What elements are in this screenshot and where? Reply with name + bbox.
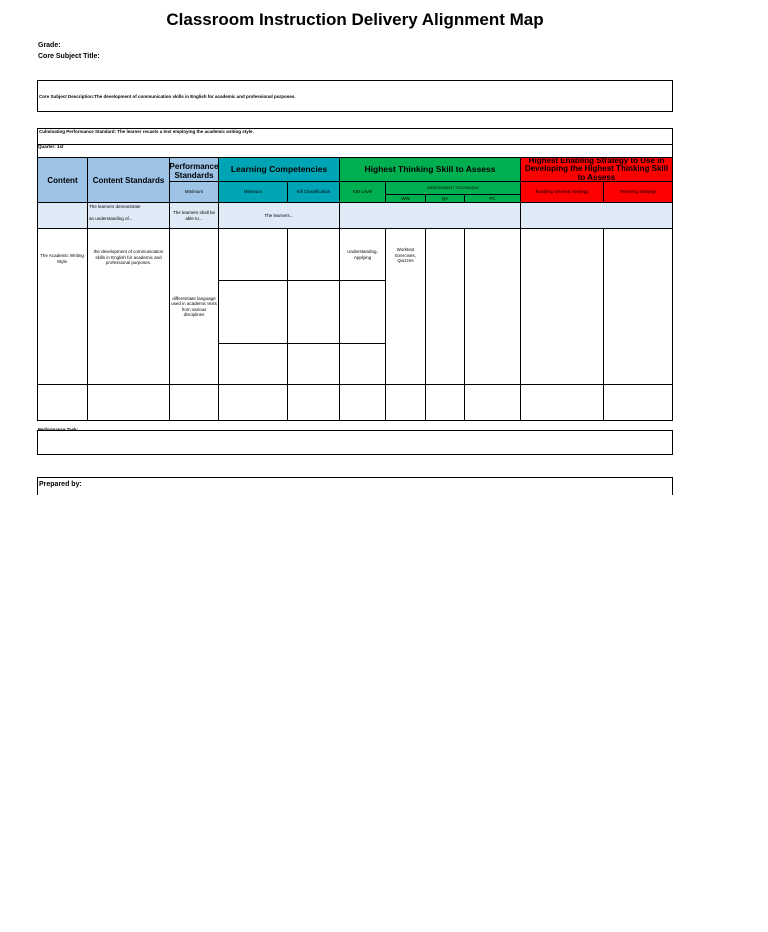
row1-lc-minimum-a bbox=[218, 228, 288, 281]
row2-pc bbox=[464, 384, 521, 421]
intro-content-standards-line2: an understanding of... bbox=[89, 215, 133, 221]
page-title: Classroom Instruction Delivery Alignment Map bbox=[166, 10, 544, 29]
row1-lc-class-b bbox=[287, 280, 340, 344]
row1-teaching-strategy bbox=[603, 228, 673, 385]
intro-learning-competencies: The learners... bbox=[218, 202, 340, 229]
row2-performance-standards bbox=[169, 384, 219, 421]
row2-content-standards bbox=[87, 384, 170, 421]
row1-ww: Worktext Exercises, Quizzes bbox=[385, 228, 426, 385]
row2-lc-minimum bbox=[218, 384, 288, 421]
row1-content-standards: the development of communication skills in English for academic and professional purposes. bbox=[87, 228, 170, 385]
row2-enabling-general-strategy bbox=[520, 384, 604, 421]
core-subject-description-box bbox=[37, 80, 673, 112]
row1-enabling-general-strategy bbox=[520, 228, 604, 385]
row1-kbi-level: Understanding, Applying bbox=[339, 228, 386, 281]
row1-lc-minimum-b bbox=[218, 280, 288, 344]
culminating-standard-box bbox=[37, 128, 673, 145]
subheader-qa: QA bbox=[425, 194, 465, 203]
intro-content-standards-cell bbox=[87, 202, 170, 229]
subheader-teaching-strategy: Teaching Strategy bbox=[603, 181, 673, 203]
header-learning-competencies: Learning Competencies bbox=[218, 157, 340, 182]
row2-content bbox=[37, 384, 88, 421]
intro-content-standards-line1: The learners demonstrate bbox=[89, 204, 141, 209]
row1-kbi-c bbox=[339, 343, 386, 385]
row2-kbi bbox=[339, 384, 386, 421]
subheader-assessment-technique: ASSESSMENT TECHNIQUE bbox=[385, 181, 521, 195]
row1-qa bbox=[425, 228, 465, 385]
header-performance-standards: Performance Standards bbox=[169, 157, 219, 182]
row1-content: The Academic Writing Style bbox=[37, 228, 88, 385]
performance-task-box bbox=[37, 430, 673, 455]
row1-pc bbox=[464, 228, 521, 385]
row1-lc-class-a bbox=[287, 228, 340, 281]
subheader-perf-minimum: Minimum bbox=[169, 181, 219, 203]
prepared-by-box bbox=[37, 477, 673, 495]
subheader-ww: WW bbox=[385, 194, 426, 203]
header-content-standards: Content Standards bbox=[87, 157, 170, 203]
row1-lc-class-c bbox=[287, 343, 340, 385]
performance-task-label: Performance Task: bbox=[38, 427, 79, 432]
subheader-pc: PC bbox=[464, 194, 521, 203]
subheader-kill-classification: Kill Classification bbox=[287, 181, 340, 203]
header-highest-enabling-strategy: Highest Enabling Strategy to Use in Developing the Highest Thinking Skill to Assess bbox=[520, 157, 673, 182]
subheader-kbi-level: KBI Level bbox=[339, 181, 386, 203]
subheader-enabling-general-strategy: Enabling General Strategy bbox=[520, 181, 604, 203]
core-subject-description: Core Subject Description:The development of communication skills in English for academic and professional purposes. bbox=[39, 94, 296, 99]
row2-lc-class bbox=[287, 384, 340, 421]
row1-lc-minimum-c bbox=[218, 343, 288, 385]
header-content: Content bbox=[37, 157, 88, 203]
row1-kbi-b bbox=[339, 280, 386, 344]
row2-qa bbox=[425, 384, 465, 421]
row1-left-border bbox=[37, 228, 38, 287]
row2-teaching-strategy bbox=[603, 384, 673, 421]
grade-label: Grade: bbox=[38, 42, 61, 49]
intro-performance-standards: The learners shall be able to... bbox=[169, 202, 219, 229]
header-highest-thinking-skill: Highest Thinking Skill to Assess bbox=[339, 157, 521, 182]
core-subject-title-label: Core Subject Title: bbox=[38, 53, 100, 60]
prepared-by-label: Prepared by: bbox=[39, 481, 82, 488]
intro-highest-enabling-strategy-cell bbox=[520, 202, 673, 229]
culminating-standard: Culminating Performance Standard: The learner recasts a text employing the academic writing style. bbox=[39, 129, 254, 134]
intro-highest-thinking-skill-cell bbox=[339, 202, 521, 229]
quarter-label: Quarter: 1st bbox=[38, 144, 64, 149]
intro-content-cell bbox=[37, 202, 88, 229]
row1-performance-standards: differentiate language used in academic texts from various disciplines bbox=[169, 228, 219, 385]
row2-ww bbox=[385, 384, 426, 421]
subheader-lc-minimum: Minimum bbox=[218, 181, 288, 203]
